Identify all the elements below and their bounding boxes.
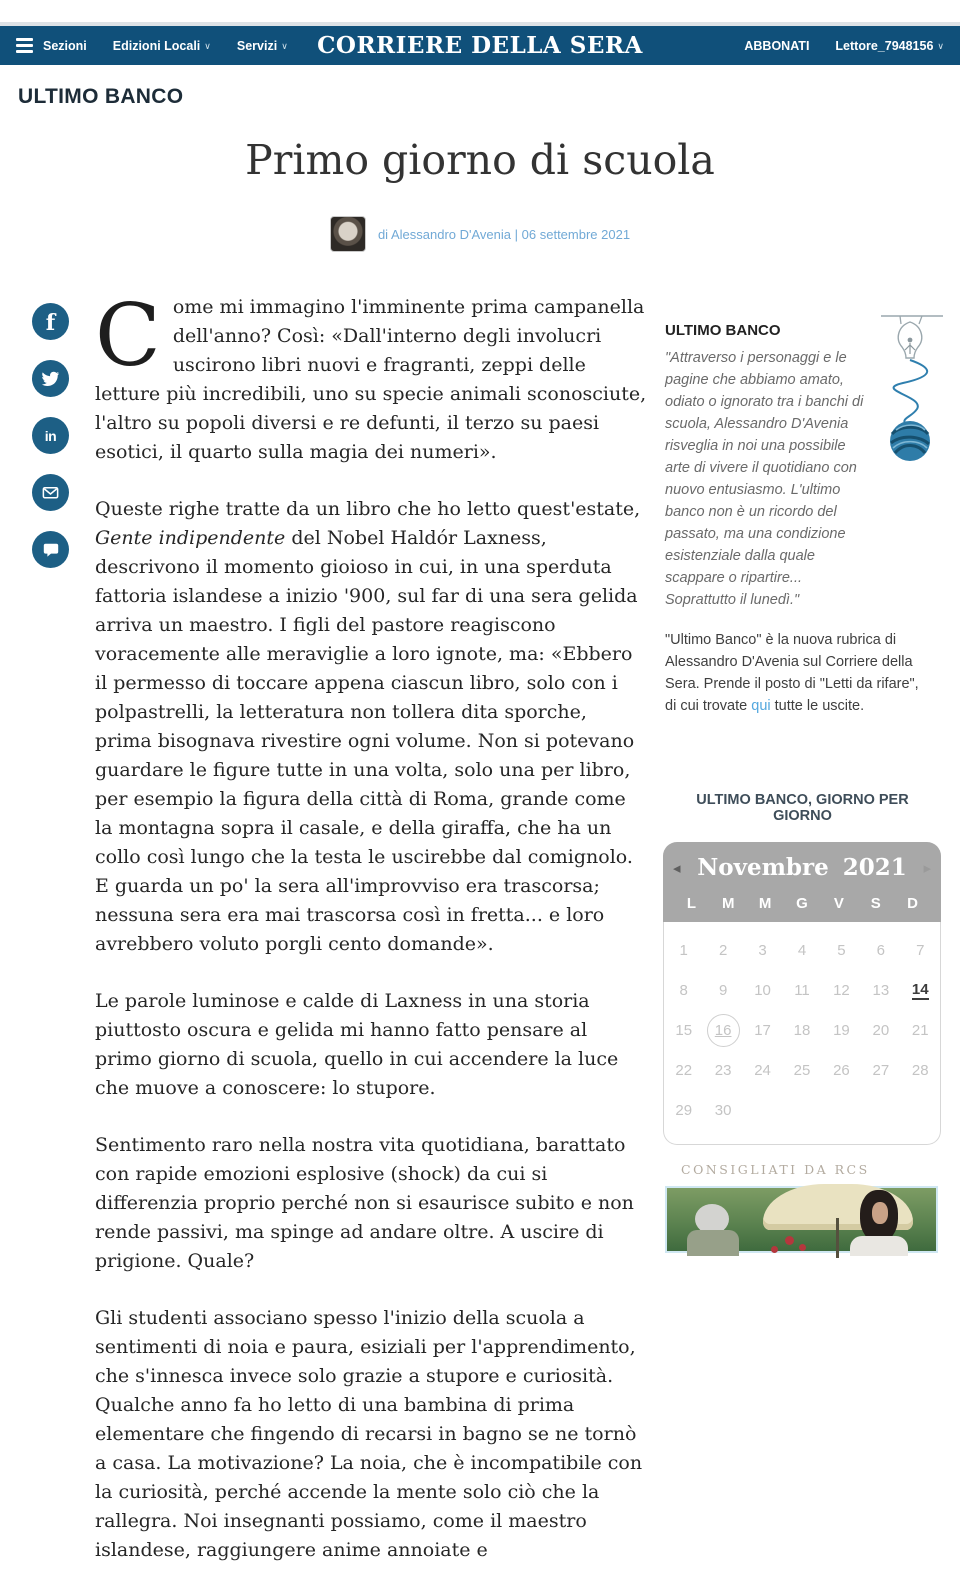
hamburger-menu-icon[interactable]	[16, 38, 33, 53]
qui-link[interactable]: qui	[751, 698, 771, 714]
article-paragraph: Sentimento raro nella nostra vita quotidiana, barattato con rapide emozioni esplosive (shock) da cui si differenzia proprio perché non si esaurisce subito e non rende passivi, ma spinge ad andare oltre. A uscire di prigione. Quale?	[95, 1134, 634, 1272]
calendar-day[interactable]: 27	[872, 1061, 890, 1079]
calendar-day[interactable]: 20	[872, 1021, 890, 1039]
article-paragraph: Come mi immagino l'imminente prima campanella dell'anno? Così: «Dall'interno degli involucri uscirono libri nuovi e fragranti, zeppi delle letture più incredibili, uno su specie animali sconosciute, l'altro su popoli diversi e re defunti, il terzo su paesi esotici, il quarto sulla magia dei numeri».	[95, 286, 647, 463]
calendar-day[interactable]: 15	[675, 1021, 693, 1039]
calendar-weekday: V	[833, 895, 844, 912]
calendar-day[interactable]: 12	[833, 981, 850, 999]
calendar-day[interactable]: 11	[794, 981, 810, 999]
email-icon[interactable]	[32, 474, 69, 511]
calendar-section-heading: ULTIMO BANCO, GIORNO PER GIORNO	[696, 792, 909, 824]
twitter-icon[interactable]	[32, 360, 69, 397]
calendar-day[interactable]: 19	[833, 1021, 850, 1039]
author-link[interactable]: Alessandro D'Avenia	[390, 226, 512, 242]
calendar-day[interactable]: 23	[714, 1061, 732, 1079]
byline-text: di Alessandro D'Avenia | 06 settembre 2021	[377, 226, 631, 242]
calendar-day[interactable]: 9	[718, 981, 728, 999]
bulb-and-yarn-illustration	[869, 310, 947, 467]
corriere-logo[interactable]: CORRIERE DELLA SERA	[317, 32, 643, 59]
archive-calendar	[663, 842, 941, 1145]
calendar-day[interactable]: 16	[703, 1010, 742, 1050]
user-menu[interactable]: Lettore_7948156 ∨	[835, 38, 944, 53]
abbonati-button[interactable]: ABBONATI	[744, 38, 810, 53]
linkedin-icon[interactable]: in	[32, 417, 69, 454]
calendar-day[interactable]: 18	[793, 1021, 811, 1039]
comment-icon[interactable]	[32, 531, 69, 568]
calendar-weekday: M	[758, 895, 772, 912]
calendar-year: 2021	[842, 854, 907, 881]
calendar-month: Novembre	[697, 854, 829, 881]
social-share-rail	[32, 303, 69, 568]
calendar-day[interactable]: 14	[911, 980, 929, 998]
top-navigation-bar	[0, 26, 960, 65]
recommended-photo[interactable]	[665, 1186, 938, 1253]
sidebar-widget-title: ULTIMO BANCO	[665, 322, 781, 339]
calendar-day[interactable]: 25	[793, 1061, 811, 1079]
page-title: Primo giorno di scuola	[245, 136, 715, 184]
calendar-weekday: L	[686, 895, 696, 912]
chevron-down-icon: ∨	[937, 40, 944, 51]
sidebar-note: "Ultimo Banco" è la nuova rubrica di Alessandro D'Avenia sul Corriere della Sera. Prende il posto di "Letti da rifare", di cui trovate qui tutte le uscite.	[665, 632, 919, 714]
calendar-day[interactable]: 6	[876, 941, 886, 959]
calendar-day[interactable]: 7	[916, 941, 925, 959]
author-avatar[interactable]	[330, 216, 366, 252]
calendar-empty-cell	[822, 1090, 861, 1130]
sidebar-rubrica-widget	[665, 322, 943, 717]
calendar-day[interactable]: 22	[675, 1061, 693, 1079]
calendar-day[interactable]: 30	[714, 1101, 732, 1119]
calendar-weekday: D	[907, 895, 918, 912]
calendar-weekday: S	[870, 895, 881, 912]
calendar-day[interactable]: 10	[754, 981, 771, 999]
publish-date: 06 settembre 2021	[521, 226, 631, 242]
nav-sezioni[interactable]: Sezioni	[43, 38, 87, 53]
facebook-icon[interactable]: f	[32, 303, 69, 340]
article-body	[95, 286, 649, 1593]
calendar-empty-cell	[901, 1090, 940, 1130]
dropcap: C	[95, 286, 161, 386]
nav-servizi[interactable]: Servizi ∨	[236, 38, 288, 53]
sidebar-quote: "Attraverso i personaggi e le pagine che abbiamo amato, odiato o ignorato tra i banchi di scuola, Alessandro D'Avenia risveglia in noi una possibile arte di vivere il quotidiano con nuovo entusiasmo. L'ultimo banco non è un ricordo del passato, ma una condizione esistenziale dalla quale scappare o ripartire... Soprattutto il lunedì."	[665, 350, 868, 608]
chevron-down-icon: ∨	[281, 40, 288, 51]
calendar-next-icon[interactable]: ▸	[923, 858, 931, 877]
calendar-day[interactable]: 29	[675, 1101, 693, 1119]
calendar-grid	[663, 922, 941, 1145]
calendar-empty-cell	[782, 1090, 821, 1130]
calendar-day[interactable]: 3	[758, 941, 767, 959]
chevron-down-icon: ∨	[204, 40, 211, 51]
calendar-day[interactable]: 13	[872, 981, 890, 999]
calendar-day[interactable]: 2	[718, 941, 728, 959]
calendar-day[interactable]: 28	[911, 1061, 929, 1079]
recommended-label: CONSIGLIATI DA RCS	[681, 1162, 870, 1177]
section-kicker: ULTIMO BANCO	[18, 85, 184, 108]
calendar-empty-cell	[861, 1090, 900, 1130]
calendar-day[interactable]: 21	[911, 1021, 929, 1039]
calendar-day[interactable]: 8	[679, 981, 688, 999]
calendar-day[interactable]: 5	[837, 941, 846, 959]
calendar-header	[663, 842, 941, 922]
calendar-weekday: M	[722, 895, 735, 912]
article-paragraph: Gli studenti associano spesso l'inizio della scuola a sentimenti di noia e paura, esiziali per l'apprendimento, che s'innesca invece solo grazie a stupore e curiosità. Qualche anno fa ho letto di una bambina di prima elementare che fingendo di recarsi in bagno se ne tornò a casa. La motivazione? La noia, che è incompatibile con la curiosità, perché accende la mente solo ciò che la rallegra. Noi insegnanti possiamo, come il maestro islandese, raggiungere anime annoiate e	[95, 1307, 643, 1561]
calendar-day[interactable]: 26	[833, 1061, 850, 1079]
calendar-prev-icon[interactable]: ◂	[673, 858, 681, 877]
calendar-empty-cell	[743, 1090, 782, 1130]
article-paragraph: Queste righe tratte da un libro che ho letto quest'estate, Gente indipendente del Nobel Haldór Laxness, descrivono il momento gioioso in cui, in una sperduta fattoria islandese a inizio '900, sul far di una sera gelida arriva un maestro. I figli del pastore reagiscono voracemente alle meraviglie a loro ignote, ma: «Ebbero il permesso di toccare appena ciascun libro, solo con i polpastrelli, la letteratura non tollera dita sporche, prima bisognava rivestire ogni volume. Non si potevano guardare le figure tutte in una volta, solo una per libro, per esempio la figura della città di Roma, grande come la montagna sopra il casale, e della giraffa, che ha un collo così lungo che la testa le uscirebbe dal comignolo. E guarda un po' la sera all'improvviso era trascorsa; nessuna sera era mai trascorsa così in fretta... e loro avrebbero voluto porgli cento domande».	[95, 498, 641, 955]
calendar-day[interactable]: 1	[679, 941, 688, 959]
calendar-day[interactable]: 4	[797, 941, 807, 959]
calendar-day[interactable]: 17	[754, 1021, 771, 1039]
calendar-weekday-row	[673, 895, 931, 912]
calendar-weekday: G	[796, 895, 808, 912]
byline	[0, 216, 960, 252]
nav-edizioni-locali[interactable]: Edizioni Locali ∨	[112, 38, 211, 53]
calendar-day[interactable]: 24	[754, 1061, 771, 1079]
article-paragraph: Le parole luminose e calde di Laxness in una storia piuttosto oscura e gelida mi hanno fatto pensare al primo giorno di scuola, quello in cui accendere la luce che muove a conoscere: lo stupore.	[95, 990, 619, 1099]
